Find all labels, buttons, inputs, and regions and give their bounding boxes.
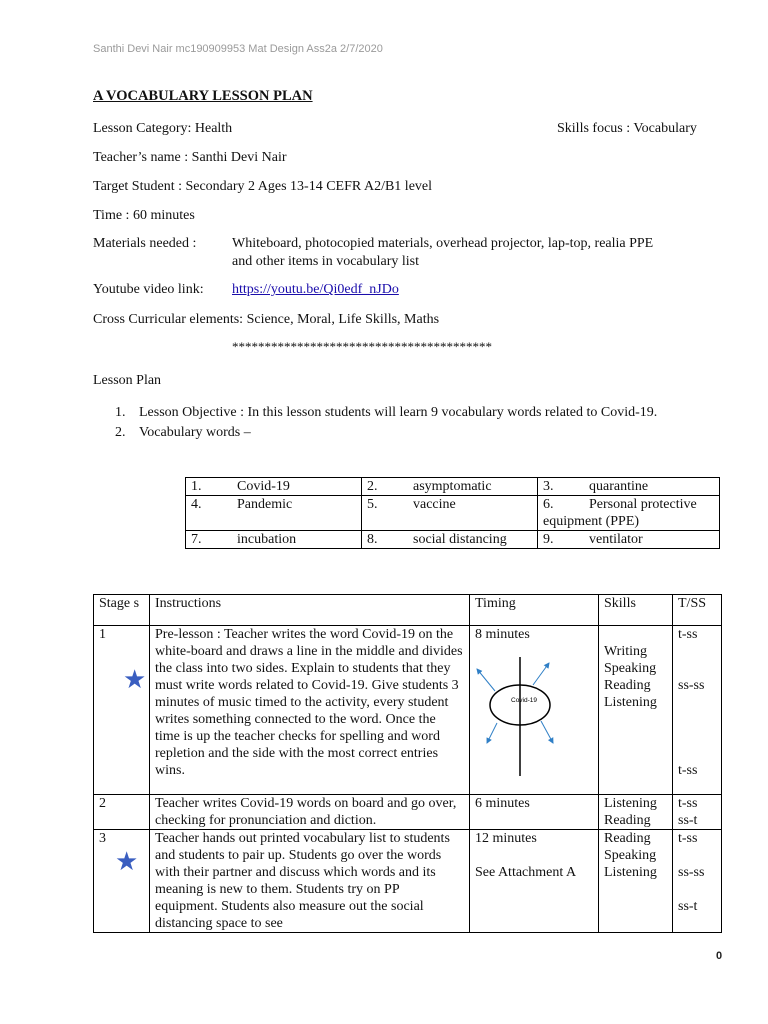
header-stage: Stage s (94, 595, 150, 626)
instructions-cell: Teacher writes Covid-19 words on board and go over, checking for pronunciation and diction. (150, 795, 470, 830)
skill-item: Writing (604, 644, 647, 659)
cross-curricular: Cross Curricular elements: Science, Moral, Life Skills, Maths (93, 312, 440, 327)
objective-item (115, 405, 657, 421)
star-icon: ★ (115, 847, 139, 876)
diagram-arrow (541, 721, 553, 743)
header-tss: T/SS (673, 595, 722, 626)
time: Time : 60 minutes (93, 208, 195, 223)
covid-brainstorm-diagram (475, 643, 586, 793)
skill-item: Reading (604, 678, 651, 693)
skill-item: Reading (604, 813, 651, 828)
skill-item: Reading (604, 831, 651, 846)
target-student: Target Student : Secondary 2 Ages 13-14 CEFR A2/B1 level (93, 179, 433, 194)
timing-cell: 6 minutes (470, 795, 599, 830)
header-skills: Skills (599, 595, 673, 626)
objective-number: 1. (115, 405, 126, 420)
tss-cell (673, 626, 722, 795)
tss-item: ss-t (678, 899, 698, 914)
lesson-plan-table (93, 594, 722, 933)
lesson-plan-heading: Lesson Plan (93, 373, 162, 388)
materials-line-2: and other items in vocabulary list (232, 254, 420, 269)
header-instructions: Instructions (150, 595, 470, 626)
objective-text: Lesson Objective : In this lesson students will learn 9 vocabulary words related to Covid-19. (139, 405, 658, 420)
document-title: A VOCABULARY LESSON PLAN (93, 88, 313, 104)
lesson-category: Lesson Category: Health (93, 121, 233, 136)
skill-item: Listening (604, 695, 657, 710)
tss-item: t-ss (678, 831, 698, 846)
skill-item: Speaking (604, 848, 657, 863)
table-header-row (94, 595, 722, 626)
vocab-cell: 5. vaccine (362, 496, 538, 531)
stage-cell: 2 (94, 795, 150, 830)
stage-cell: 1 (94, 626, 150, 795)
youtube-link[interactable]: https://youtu.be/Qi0edf_nJDo (232, 282, 399, 297)
timing-value: 12 minutes (475, 831, 537, 846)
tss-item: t-ss (678, 627, 698, 642)
timing-attachment: See Attachment A (475, 865, 577, 880)
instructions-cell: Teacher hands out printed vocabulary list to students and students to pair up. Students go over the words with their partner and discuss which words and its meaning is new to them. Students try on PP equipment. Students also measure out the social distancing space to see (150, 830, 470, 933)
skills-cell (599, 830, 673, 933)
skills-cell (599, 626, 673, 795)
skill-item: Listening (604, 865, 657, 880)
table-row (94, 830, 722, 933)
table-row (94, 626, 722, 795)
tss-cell (673, 795, 722, 830)
brainstorm-svg (475, 643, 586, 793)
youtube-label: Youtube video link: (93, 282, 204, 297)
skill-item: Speaking (604, 661, 657, 676)
skills-focus: Skills focus : Vocabulary (557, 121, 697, 136)
vocabulary-table (185, 477, 720, 549)
tss-item: ss-ss (678, 678, 705, 693)
table-row (186, 478, 720, 496)
vocab-cell: 7. incubation (186, 531, 362, 549)
diagram-label: Covid-19 (511, 697, 538, 704)
separator-stars: **************************************** (232, 339, 492, 354)
vocab-cell: 9. ventilator (538, 531, 720, 549)
objective-text: Vocabulary words – (139, 425, 251, 440)
tss-item: ss-ss (678, 865, 705, 880)
objective-number: 2. (115, 425, 126, 440)
instructions-cell: Pre-lesson : Teacher writes the word Covid-19 on the white-board and draws a line in the middle and divides the class into two sides. Explain to students that they must write words related to Covid-19. Give students 3 minutes of music timed to the activity, every student writes something connected to the word. Once the time is up the teacher checks for spelling and word repletion and the side with the most correct entries wins. (150, 626, 470, 795)
tss-cell (673, 830, 722, 933)
diagram-arrow (533, 663, 549, 685)
tss-item: ss-t (678, 813, 698, 828)
table-row (186, 496, 720, 531)
vocab-cell: 2. asymptomatic (362, 478, 538, 496)
table-row (186, 531, 720, 549)
diagram-arrow (477, 669, 495, 691)
stage-cell: 3 (94, 830, 150, 933)
skill-item: Listening (604, 796, 657, 811)
materials-label: Materials needed : (93, 236, 197, 251)
star-icon: ★ (123, 665, 147, 694)
skills-cell (599, 795, 673, 830)
page-header: Santhi Devi Nair mc190909953 Mat Design Ass2a 2/7/2020 (93, 43, 383, 55)
objective-item (115, 425, 251, 441)
header-timing: Timing (470, 595, 599, 626)
timing-cell (470, 830, 599, 933)
page-number: 0 (716, 950, 723, 962)
diagram-arrow (487, 723, 497, 743)
materials-line-1: Whiteboard, photocopied materials, overhead projector, lap-top, realia PPE (232, 236, 654, 251)
vocab-cell: 6. Personal protective equipment (PPE) (538, 496, 720, 531)
tss-item: t-ss (678, 796, 698, 811)
vocab-cell: 4. Pandemic (186, 496, 362, 531)
vocab-cell: 3. quarantine (538, 478, 720, 496)
vocab-cell: 1. Covid-19 (186, 478, 362, 496)
teacher-name: Teacher’s name : Santhi Devi Nair (93, 150, 287, 165)
timing-cell (470, 626, 599, 795)
timing-value: 8 minutes (475, 627, 530, 642)
tss-item: t-ss (678, 763, 698, 778)
table-row (94, 795, 722, 830)
vocab-cell: 8. social distancing (362, 531, 538, 549)
